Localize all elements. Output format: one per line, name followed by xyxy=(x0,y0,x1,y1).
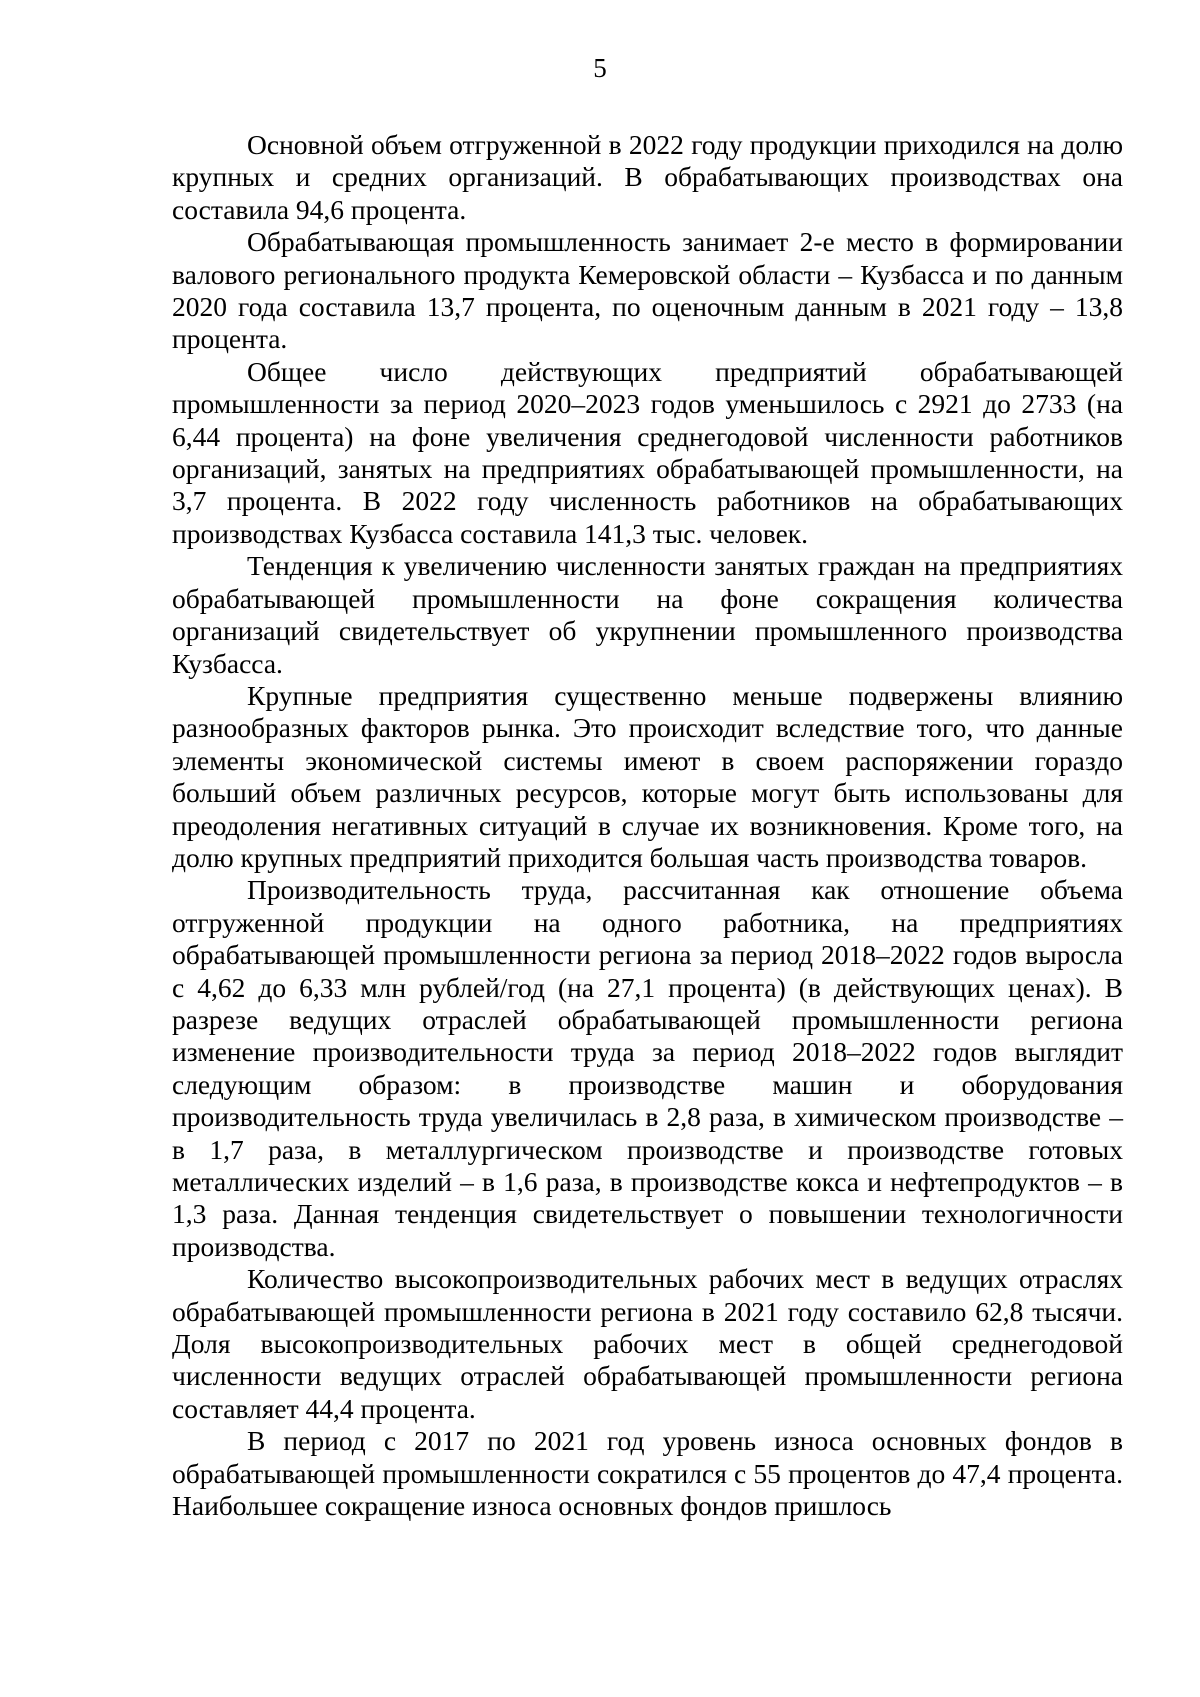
paragraph-shipped-products: Основной объем отгруженной в 2022 году продукции приходился на долю крупных и средних организаций. В обрабатывающих производствах она составила 94,6 процента. xyxy=(172,129,1123,225)
paragraph-consolidation-trend: Тенденция к увеличению численности занятых граждан на предприятиях обрабатывающей промышленности на фоне сокращения количества организаций свидетельствует об укрупнении промышленного производства Кузбасса. xyxy=(172,550,1123,679)
document-body xyxy=(172,129,1123,1522)
paragraph-grp-share: Обрабатывающая промышленность занимает 2-е место в формировании валового регионального продукта Кемеровской области – Кузбасса и по данным 2020 года составила 13,7 процента, по оценочным данным в 2021 году – 13,8 процента. xyxy=(172,226,1123,355)
paragraph-high-productivity-jobs: Количество высокопроизводительных рабочих мест в ведущих отраслях обрабатывающей промышленности региона в 2021 году составило 62,8 тысячи. Доля высокопроизводительных рабочих мест в общей среднегодовой численности ведущих отраслей обрабатывающей промышленности региона составляет 44,4 процента. xyxy=(172,1263,1123,1424)
paragraph-labor-productivity: Производительность труда, рассчитанная как отношение объема отгруженной продукции на одного работника, на предприятиях обрабатывающей промышленности региона за период 2018–2022 годов выросла с 4,62 до 6,33 млн рублей/год (на 27,1 процента) (в действующих ценах). В разрезе ведущих отраслей обрабатывающей промышленности региона изменение производительности труда за период 2018–2022 годов выглядит следующим образом: в производстве машин и оборудования производительность труда увеличилась в 2,8 раза, в химическом производстве – в 1,7 раза, в металлургическом производстве и производстве готовых металлических изделий – в 1,6 раза, в производстве кокса и нефтепродуктов – в 1,3 раза. Данная тенденция свидетельствует о повышении технологичности производства. xyxy=(172,874,1123,1262)
page-number: 5 xyxy=(593,53,607,83)
paragraph-fixed-assets-wear: В период с 2017 по 2021 год уровень износа основных фондов в обрабатывающей промышленности сократился с 55 процентов до 47,4 процента. Наибольшее сокращение износа основных фондов пришлось xyxy=(172,1425,1123,1522)
paragraph-enterprise-count: Общее число действующих предприятий обрабатывающей промышленности за период 2020–2023 годов уменьшилось с 2921 до 2733 (на 6,44 процента) на фоне увеличения среднегодовой численности работников организаций, занятых на предприятиях обрабатывающей промышленности, на 3,7 процента. В 2022 году численность работников на обрабатывающих производствах Кузбасса составила 141,3 тыс. человек. xyxy=(172,355,1123,549)
paragraph-large-enterprises: Крупные предприятия существенно меньше подвержены влиянию разнообразных факторов рынка. Это происходит вследствие того, что данные элементы экономической системы имеют в своем распоряжении гораздо больший объем различных ресурсов, которые могут быть использованы для преодоления негативных ситуаций в случае их возникновения. Кроме того, на долю крупных предприятий приходится большая часть производства товаров. xyxy=(172,679,1123,873)
